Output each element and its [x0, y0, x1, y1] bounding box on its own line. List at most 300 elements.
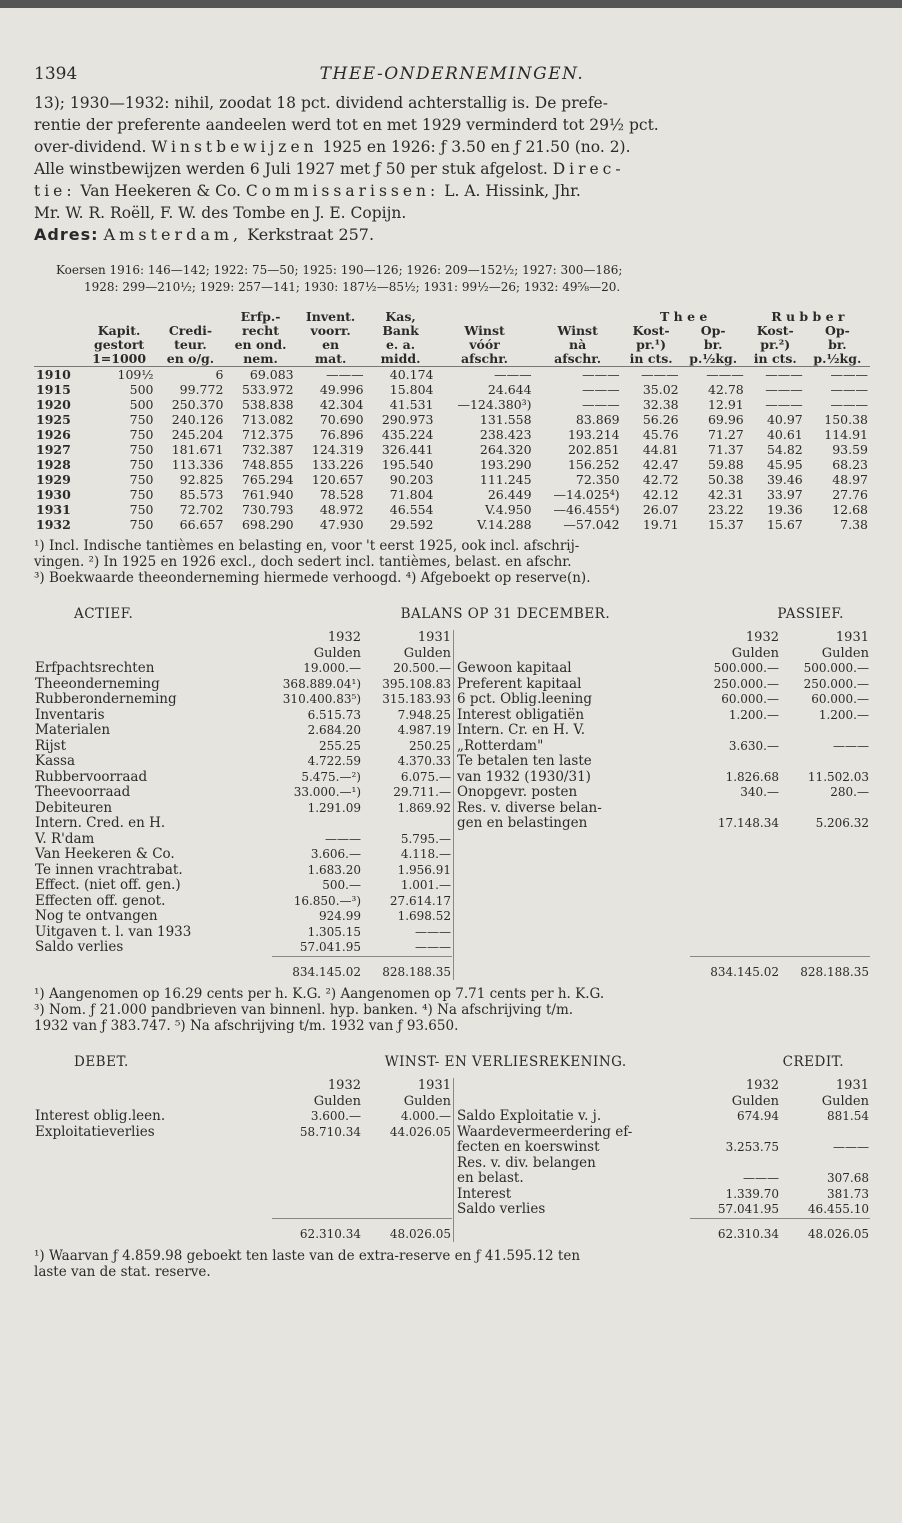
unit-label: Gulden: [403, 645, 451, 661]
header-cell: Winst: [557, 323, 598, 338]
ledger-row: [456, 754, 870, 770]
ledger-value-1931: 46.455.10: [807, 1202, 869, 1216]
total-row: [34, 956, 452, 980]
ledger-value-1931: ———: [415, 940, 451, 954]
unit-header-row: [456, 1094, 870, 1110]
ledger-value-1932: 1.683.20: [307, 862, 361, 877]
header-cell: Op-: [700, 323, 726, 338]
value-cell: 71.37: [707, 442, 744, 457]
value-cell: ———: [830, 382, 868, 397]
share-prices: [56, 262, 870, 296]
ledger-row: [456, 770, 870, 786]
spacer-cell: [456, 956, 690, 980]
intro-text: Alle winstbewijzen werden 6 Juli 1927 met ƒ 50 per stuk afgelost.: [34, 160, 548, 178]
financial-history-table: [34, 310, 870, 532]
header-cell: midd.: [380, 351, 421, 366]
ledger-row: [34, 909, 452, 925]
blank-cell: [456, 832, 870, 848]
ledger-value-1931: 1.200.—: [818, 707, 869, 722]
ledger-label: Saldo verlies: [35, 939, 124, 956]
balance-left-title: ACTIEF.: [74, 606, 134, 622]
value-cell: 71.27: [707, 427, 744, 442]
ledger-value-1932: 924.99: [319, 909, 361, 923]
ledger-value-1932: 310.400.83⁵): [282, 692, 361, 706]
value-cell: 69.083: [225, 367, 295, 383]
ledger-value-1932: 58.710.34: [299, 1124, 361, 1139]
ledger-value-1931: 60.000.—: [811, 692, 869, 706]
ledger-value-1931: 6.075.—: [400, 769, 451, 784]
address-line: [34, 224, 870, 246]
year-cell: 1931: [36, 502, 71, 517]
value-cell: 131.558: [479, 412, 532, 427]
unit-label: Gulden: [731, 1093, 779, 1109]
value-cell: ———: [582, 397, 620, 412]
blank-cell: [34, 1156, 452, 1172]
value-cell: 70.690: [319, 412, 364, 427]
ledger-value-1932: 2.684.20: [307, 723, 361, 737]
unit-header-row: [456, 646, 870, 662]
value-cell: 26.07: [642, 502, 679, 517]
blank-cell: [34, 1171, 452, 1187]
ledger-value-1931: 5.795.—: [400, 831, 451, 846]
value-cell: 750: [129, 457, 154, 472]
table-row: [34, 487, 870, 502]
ledger-value-1932: 1.291.09: [307, 800, 361, 815]
ledger-label: fecten en koerswinst: [457, 1139, 600, 1155]
ledger-value-1931: [780, 754, 870, 770]
blank-row: [34, 1187, 452, 1203]
ledger-row: [34, 661, 452, 677]
header-cell: Kost-: [632, 323, 670, 338]
ledger-value-1932: [272, 816, 362, 832]
share-prices-line: 1928: 299—210½; 1929: 257—141; 1930: 187½—85½; 1931: 99½—26; 1932: 49⅝—20.: [84, 280, 621, 294]
ledger-label: van 1932 (1930/31): [457, 768, 591, 785]
table-row: [34, 382, 870, 397]
pl-left-title: DEBET.: [74, 1054, 129, 1070]
group-header-thee: T h e e: [660, 309, 708, 324]
blank-row: [34, 1171, 452, 1187]
header-cell: Op-: [824, 323, 850, 338]
value-cell: 45.76: [642, 427, 679, 442]
year-cell: 1929: [36, 472, 71, 487]
value-cell: 46.554: [389, 502, 434, 517]
header-cell: nà: [569, 337, 587, 352]
table-header: [34, 310, 870, 367]
intro-line: rentie der preferente aandeelen werd tot en met 1929 verminderd tot 29½ pct.: [34, 116, 659, 134]
footnote: laste van de stat. reserve.: [34, 1264, 211, 1280]
ledger-label: en belast.: [457, 1170, 524, 1186]
ledger-row: [34, 1109, 452, 1125]
ledger-label: Waardevermeerdering ef-: [457, 1123, 633, 1140]
ledger-row: [456, 1156, 870, 1172]
ledger-value-1932: 674.94: [737, 1109, 779, 1123]
ledger-value-1932: 19.000.—: [303, 661, 361, 675]
balance-right-title: PASSIEF.: [777, 606, 844, 622]
year-cell: 1930: [36, 487, 71, 502]
ledger-row: [34, 878, 452, 894]
ledger-value-1931: ———: [833, 738, 869, 753]
section-label-winstbewijzen: Winstbewijzen: [151, 138, 318, 156]
blank-cell: [34, 1187, 452, 1203]
ledger-value-1931: 250.000.—: [803, 676, 869, 691]
value-cell: 290.973: [381, 412, 434, 427]
header-cell: pr.²): [760, 337, 791, 352]
value-cell: 99.772: [179, 382, 224, 397]
ledger-label: Saldo verlies: [457, 1201, 546, 1218]
header-cell: [34, 338, 83, 352]
ledger-value-1932: 4.722.59: [307, 754, 361, 768]
ledger-row: [456, 1187, 870, 1203]
value-cell: 15.67: [766, 517, 803, 532]
address-city: Amsterdam,: [103, 225, 243, 244]
ledger-value-1931: 11.502.03: [807, 769, 869, 784]
value-cell: 48.972: [319, 502, 364, 517]
value-cell: 54.82: [766, 442, 803, 457]
ledger-value-1932: 3.606.—: [310, 847, 361, 861]
value-cell: V.14.288: [477, 517, 532, 532]
header-cell: teur.: [174, 337, 207, 352]
address-label: Adres:: [34, 225, 99, 244]
ledger-value-1932: ———: [743, 1171, 779, 1185]
company-intro: [34, 92, 870, 246]
value-cell: 78.528: [319, 487, 364, 502]
balance-center-title: BALANS OP 31 DECEMBER.: [400, 606, 611, 622]
value-cell: 42.31: [707, 487, 744, 502]
total-1932: 62.310.34: [272, 1218, 362, 1242]
spacer-cell: [456, 1078, 690, 1094]
header-cell: mat.: [314, 351, 347, 366]
ledger-label: Theeonderneming: [35, 675, 160, 692]
ledger-row: [34, 739, 452, 755]
value-cell: 240.126: [171, 412, 224, 427]
footnote: ¹) Incl. Indische tantièmes en belasting en, voor 't eerst 1925, ook incl. afschrij-: [34, 538, 580, 554]
year-label: 1932: [327, 630, 361, 645]
ledger-value-1932: 1.826.68: [725, 769, 779, 784]
value-cell: 93.59: [832, 442, 868, 457]
spacer-cell: [34, 1078, 272, 1094]
table-row: [34, 367, 870, 383]
value-cell: ———: [436, 367, 534, 383]
ledger-row: [456, 1125, 870, 1141]
balance-sheet: [34, 630, 870, 980]
ledger-label: Effecten off. genot.: [35, 892, 166, 909]
value-cell: 109½: [83, 367, 156, 383]
ledger-value-1932: 500.—: [322, 878, 361, 892]
value-cell: 264.320: [479, 442, 532, 457]
value-cell: 150.38: [824, 412, 868, 427]
ledger-label: Interest: [457, 1185, 512, 1202]
ledger-value-1932: [690, 723, 780, 739]
blank-cell: [456, 863, 870, 879]
ledger-row: [456, 785, 870, 801]
ledger-row: [456, 816, 870, 832]
blank-row: [456, 894, 870, 910]
footnote: ³) Boekwaarde theeonderneming hiermede verhoogd. ⁴) Afgeboekt op reserve(n).: [34, 570, 591, 586]
footnotes-balance: [34, 986, 870, 1034]
ledger-value-1931: 1.698.52: [397, 909, 451, 923]
value-cell: 120.657: [311, 472, 364, 487]
ledger-row: [34, 1125, 452, 1141]
header-cell: en ond.: [234, 337, 287, 352]
blank-row: [456, 863, 870, 879]
total-1932: 834.145.02: [690, 956, 780, 980]
value-cell: 238.423: [479, 427, 532, 442]
ledger-label: Exploitatieverlies: [35, 1123, 155, 1140]
header-row: [34, 310, 870, 324]
ledger-label: Te innen vrachtrabat.: [35, 861, 183, 878]
header-cell: e. a.: [385, 337, 416, 352]
header-cell: pr.¹): [636, 337, 667, 352]
value-cell: 750: [129, 487, 154, 502]
header-cell: [34, 310, 83, 324]
footnote: vingen. ²) In 1925 en 1926 excl., doch sedert incl. tantièmes, belast. en afschr.: [34, 554, 572, 570]
value-cell: 40.174: [366, 367, 436, 383]
table-row: [34, 472, 870, 487]
ledger-value-1931: 1.956.91: [397, 862, 451, 877]
intro-text: Van Heekeren & Co.: [80, 182, 241, 200]
ledger-value-1931: 381.73: [827, 1186, 869, 1201]
ledger-value-1931: 307.68: [827, 1171, 869, 1185]
ledger-value-1931: ———: [833, 1140, 869, 1154]
ledger-label: Interest obligatiën: [457, 706, 585, 723]
ledger-row: [456, 1109, 870, 1125]
ledger-row: [34, 925, 452, 941]
value-cell: V.4.950: [484, 502, 532, 517]
ledger-value-1931: 1.869.92: [397, 800, 451, 815]
section-label-directie: Direc-: [552, 160, 625, 178]
year-label: 1932: [327, 1078, 361, 1093]
pl-title: [34, 1054, 870, 1070]
header-cell: [34, 352, 83, 367]
ledger-value-1931: 5.206.32: [815, 816, 869, 830]
value-cell: 500: [129, 382, 154, 397]
year-header-row: [456, 630, 870, 646]
value-cell: 32.38: [642, 397, 679, 412]
value-cell: 538.838: [241, 397, 294, 412]
ledger-row: [456, 692, 870, 708]
ledger-label: Materialen: [35, 722, 111, 738]
ledger-row: [34, 816, 452, 832]
intro-line: Mr. W. R. Roëll, F. W. des Tombe en J. E. Copijn.: [34, 204, 407, 222]
footnotes-table: [34, 538, 870, 586]
value-cell: 533.972: [241, 382, 294, 397]
ledger-label: Interest oblig.leen.: [35, 1108, 166, 1124]
year-cell: 1925: [36, 412, 71, 427]
value-cell: 48.97: [832, 472, 868, 487]
header-cell: br.: [703, 337, 723, 352]
ledger-label: Van Heekeren & Co.: [35, 846, 175, 862]
value-cell: 7.38: [840, 517, 868, 532]
ledger-value-1932: ———: [325, 831, 361, 846]
total-1931: 48.026.05: [780, 1218, 870, 1242]
value-cell: 56.26: [642, 412, 679, 427]
ledger-value-1931: 20.500.—: [393, 661, 451, 675]
ledger-label: Theevoorraad: [35, 784, 131, 800]
value-cell: 713.082: [241, 412, 294, 427]
ledger-label: Rubbervoorraad: [35, 768, 148, 785]
ledger-value-1932: 3.600.—: [310, 1109, 361, 1123]
year-header-row: [34, 630, 452, 646]
value-cell: 66.657: [179, 517, 224, 532]
ledger-value-1932: 16.850.—³): [293, 893, 361, 908]
table-row: [34, 502, 870, 517]
value-cell: 45.95: [766, 457, 803, 472]
header-cell: Credi-: [168, 323, 213, 338]
ledger-value-1932: 340.—: [740, 785, 779, 799]
ledger-value-1931: 395.108.83: [382, 676, 451, 691]
value-cell: 181.671: [171, 442, 224, 457]
unit-label: Gulden: [313, 1093, 361, 1109]
year-cell: 1927: [36, 442, 71, 457]
value-cell: 69.96: [707, 412, 744, 427]
value-cell: 71.804: [389, 487, 434, 502]
value-cell: 23.22: [707, 502, 744, 517]
ledger-value-1931: 7.948.25: [397, 707, 451, 722]
unit-label: Gulden: [313, 645, 361, 661]
value-cell: 72.350: [575, 472, 620, 487]
header-cell: en o/g.: [166, 351, 215, 366]
value-cell: 750: [129, 517, 154, 532]
year-cell: 1932: [36, 517, 71, 532]
value-cell: 76.896: [319, 427, 364, 442]
value-cell: 29.592: [389, 517, 434, 532]
header-cell: p.½kg.: [689, 351, 738, 366]
value-cell: 750: [129, 442, 154, 457]
value-cell: 27.76: [832, 487, 868, 502]
section-label-directie-cont: tie:: [34, 182, 76, 200]
ledger-row: [34, 723, 452, 739]
ledger-value-1931: ———: [415, 924, 451, 939]
ledger-row: [34, 708, 452, 724]
ledger-label: Rubberonderneming: [35, 691, 177, 707]
header-cell: Kapit.: [97, 323, 141, 338]
header-row: [34, 338, 870, 352]
total-1931: 828.188.35: [780, 956, 870, 980]
ledger-value-1931: 1.001.—: [400, 878, 451, 892]
ledger-value-1931: [780, 801, 870, 817]
ledger-row: [34, 677, 452, 693]
value-cell: 15.804: [389, 382, 434, 397]
value-cell: 50.38: [707, 472, 744, 487]
table-row: [34, 427, 870, 442]
total-1931: 828.188.35: [362, 956, 452, 980]
footnote: 1932 van ƒ 383.747. ⁵) Na afschrijving t/m. 1932 van ƒ 93.650.: [34, 1018, 459, 1034]
ledger-row: [456, 801, 870, 817]
header-cell: nem.: [243, 351, 278, 366]
balance-liabilities: [454, 630, 870, 980]
ledger-label: Debiteuren: [35, 799, 113, 816]
ledger-value-1932: 33.000.—¹): [293, 785, 361, 799]
ledger-label: Nog te ontvangen: [35, 908, 158, 924]
ledger-label: Inventaris: [35, 706, 105, 723]
blank-cell: [456, 940, 870, 956]
blank-cell: [34, 1202, 452, 1218]
ledger-value-1932: 368.889.04¹): [282, 676, 361, 691]
value-cell: 730.793: [241, 502, 294, 517]
value-cell: 42.47: [642, 457, 679, 472]
value-cell: ———: [622, 367, 681, 383]
spacer-cell: [34, 630, 272, 646]
value-cell: ———: [765, 382, 803, 397]
value-cell: 68.23: [832, 457, 868, 472]
spacer-cell: [456, 630, 690, 646]
ledger-value-1932: 1.200.—: [728, 707, 779, 722]
ledger-value-1932: [690, 1156, 780, 1172]
ledger-label: Onopgevr. posten: [457, 784, 578, 800]
ledger-row: [34, 832, 452, 848]
ledger-value-1931: 500.000.—: [803, 661, 869, 675]
ledger-value-1932: 17.148.34: [717, 816, 779, 830]
blank-row: [456, 925, 870, 941]
value-cell: 113.336: [171, 457, 224, 472]
ledger-value-1932: 1.305.15: [307, 924, 361, 939]
header-cell: Erfp.-: [240, 309, 281, 324]
ledger-row: [34, 847, 452, 863]
blank-cell: [456, 847, 870, 863]
value-cell: 42.304: [319, 397, 364, 412]
value-cell: 750: [129, 412, 154, 427]
value-cell: 765.294: [241, 472, 294, 487]
spacer-cell: [456, 646, 690, 662]
balance-sheet-title: [34, 606, 870, 622]
year-label: 1931: [417, 630, 451, 645]
ledger-value-1931: 280.—: [830, 785, 869, 799]
value-cell: 750: [129, 427, 154, 442]
footnotes-pl: [34, 1248, 870, 1280]
ledger-row: [34, 770, 452, 786]
value-cell: 41.531: [389, 397, 434, 412]
header-cell: Bank: [382, 323, 419, 338]
balance-assets: [34, 630, 454, 980]
value-cell: 193.214: [567, 427, 620, 442]
ledger-label: „Rotterdam": [457, 737, 544, 754]
value-cell: 49.996: [319, 382, 364, 397]
blank-cell: [456, 878, 870, 894]
value-cell: 133.226: [311, 457, 364, 472]
year-label: 1931: [835, 630, 869, 645]
value-cell: ———: [582, 382, 620, 397]
ledger-value-1932: 3.253.75: [725, 1140, 779, 1154]
value-cell: 435.224: [381, 427, 434, 442]
value-cell: 245.204: [171, 427, 224, 442]
table-row: [34, 442, 870, 457]
table-row: [34, 457, 870, 472]
value-cell: 124.319: [311, 442, 364, 457]
intro-line: [34, 136, 870, 158]
value-cell: 59.88: [707, 457, 744, 472]
ledger-row: [456, 723, 870, 739]
pl-credit: [454, 1078, 870, 1242]
blank-row: [34, 1202, 452, 1218]
value-cell: 42.72: [642, 472, 679, 487]
value-cell: 19.36: [766, 502, 803, 517]
ledger-value-1931: 29.711.—: [393, 785, 451, 799]
year-label: 1932: [745, 630, 779, 645]
ledger-row: [34, 894, 452, 910]
table-row: [34, 517, 870, 532]
year-cell: 1928: [36, 457, 71, 472]
total-row: [34, 1218, 452, 1242]
table-row: [34, 397, 870, 412]
header-cell: in cts.: [629, 351, 673, 366]
ledger-label: Erfpachtsrechten: [35, 660, 155, 676]
ledger-row: [34, 754, 452, 770]
year-label: 1932: [745, 1078, 779, 1093]
ledger-value-1931: 881.54: [827, 1109, 869, 1123]
ledger-value-1931: 4.987.19: [397, 723, 451, 737]
blank-row: [456, 847, 870, 863]
value-cell: 698.290: [241, 517, 294, 532]
